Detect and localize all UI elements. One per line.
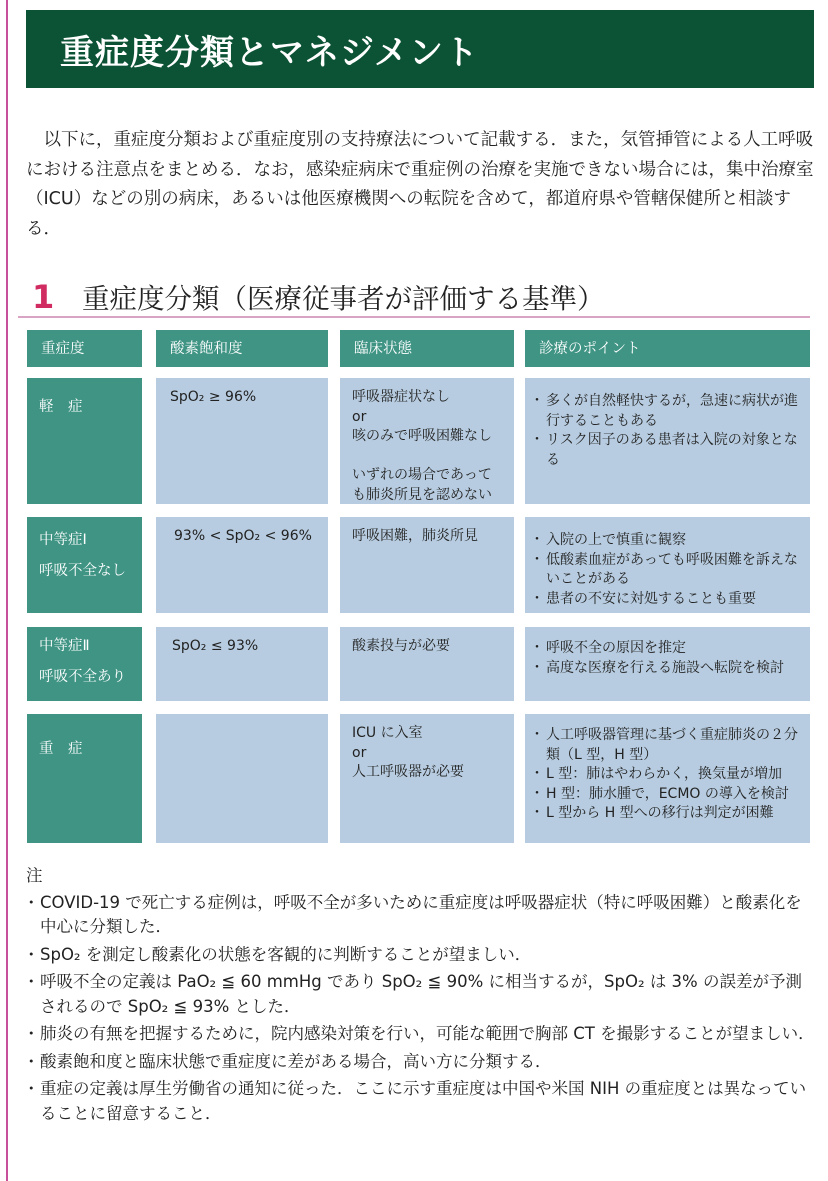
point-item: ・ 高度な医療を行える施設へ転院を検討	[533, 659, 802, 679]
severity-sublabel: 呼吸不全なし	[39, 563, 126, 579]
severity-label: 軽 症	[39, 399, 83, 415]
table-row-label-severe	[27, 714, 142, 843]
note-item: ・ 重症の定義は厚生労働省の通知に従った．ここに示す重症度は中国や米国 NIH の重症度とは異なっていることに留意すること．	[26, 1077, 816, 1126]
notes-section	[26, 864, 816, 1129]
note-item: ・ 肺炎の有無を把握するために，院内感染対策を行い，可能な範囲で胸部 CT を撮影することが望ましい．	[26, 1022, 816, 1047]
clinical-line: も肺炎所見を認めない	[352, 486, 492, 503]
table-cell-spo2: 93% < SpO₂ < 96%	[156, 517, 328, 613]
severity-label: 中等症Ⅱ	[39, 638, 90, 654]
clinical-line: いずれの場合であって	[352, 467, 492, 483]
header-severity: 重症度	[27, 330, 142, 367]
clinical-line: or	[352, 744, 367, 761]
section-divider	[18, 316, 810, 318]
note-item: ・ 酸素飽和度と臨床状態で重症度に差がある場合，高い方に分類する．	[26, 1050, 816, 1075]
clinical-line: 人工呼吸器が必要	[352, 764, 464, 780]
page-title: 重症度分類とマネジメント	[60, 32, 479, 73]
clinical-line: 呼吸困難，肺炎所見	[352, 528, 478, 544]
header-clinical-status: 臨床状態	[340, 330, 514, 367]
point-item: ・ L 型：肺はやわらかく，換気量が増加	[533, 765, 802, 785]
table-row-label-mild	[27, 378, 142, 504]
table-row-label-moderate-1	[27, 517, 142, 613]
section-title: 重症度分類（医療従事者が評価する基準）	[82, 283, 605, 315]
severity-sublabel: 呼吸不全あり	[39, 669, 126, 685]
severity-label: 中等症Ⅰ	[39, 532, 87, 548]
point-item: ・ リスク因子のある患者は入院の対象となる	[533, 431, 802, 470]
point-item: ・ 人工呼吸器管理に基づく重症肺炎の２分類（L 型，H 型）	[533, 726, 802, 765]
point-item: ・ 多くが自然軽快するが，急速に病状が進行することもある	[533, 392, 802, 431]
table-cell-points	[525, 627, 810, 701]
table-cell-spo2: SpO₂ ≥ 96%	[156, 378, 328, 504]
section-number: 1	[32, 278, 55, 316]
intro-paragraph: 以下に，重症度分類および重症度別の支持療法について記載する．また，気管挿管による人工呼吸における注意点をまとめる．なお，感染症病床で重症例の治療を実施できない場合には，集中治療室（ICU）などの別の病床，あるいは他医療機関への転院を含めて，都道府県や管轄保健所と相談する．	[26, 130, 814, 239]
clinical-line: 呼吸器症状なし	[352, 389, 450, 405]
page-title-banner	[26, 10, 814, 88]
header-oxygen-saturation: 酸素飽和度	[156, 330, 328, 367]
table-cell-clinical	[340, 627, 514, 701]
table-cell-points	[525, 517, 810, 613]
note-item: ・ 呼吸不全の定義は PaO₂ ≦ 60 mmHg であり SpO₂ ≦ 90% に相当するが，SpO₂ は 3% の誤差が予測されるので SpO₂ ≦ 93% とした．	[26, 970, 816, 1019]
notes-title: 注	[26, 866, 43, 885]
table-cell-clinical	[340, 517, 514, 613]
point-item: ・ H 型：肺水腫で，ECMO の導入を検討	[533, 785, 802, 805]
table-row-label-moderate-2	[27, 627, 142, 701]
header-care-points: 診療のポイント	[525, 330, 810, 367]
page-side-rule	[6, 0, 8, 1181]
severity-label: 重 症	[39, 741, 83, 757]
point-item: ・ 呼吸不全の原因を推定	[533, 639, 802, 659]
clinical-line	[352, 447, 506, 467]
point-item: ・ L 型から H 型への移行は判定が困難	[533, 804, 802, 824]
table-cell-spo2	[156, 714, 328, 843]
clinical-line: ICU に入室	[352, 725, 423, 741]
point-item: ・ 入院の上で慎重に観察	[533, 531, 802, 551]
note-item: ・ SpO₂ を測定し酸素化の状態を客観的に判断することが望ましい．	[26, 943, 816, 968]
table-cell-points	[525, 378, 810, 504]
section-heading	[32, 272, 812, 320]
point-item: ・ 患者の不安に対処することも重要	[533, 590, 802, 610]
clinical-line: 酸素投与が必要	[352, 638, 450, 654]
note-item: ・ COVID-19 で死亡する症例は，呼吸不全が多いために重症度は呼吸器症状（特に呼吸困難）と酸素化を中心に分類した．	[26, 891, 816, 940]
table-cell-points	[525, 714, 810, 843]
table-cell-spo2: SpO₂ ≤ 93%	[156, 627, 328, 701]
table-cell-clinical	[340, 714, 514, 843]
clinical-line: 咳のみで呼吸困難なし	[352, 428, 492, 444]
table-cell-clinical	[340, 378, 514, 504]
clinical-line: or	[352, 408, 367, 425]
point-item: ・ 低酸素血症があっても呼吸困難を訴えないことがある	[533, 551, 802, 590]
